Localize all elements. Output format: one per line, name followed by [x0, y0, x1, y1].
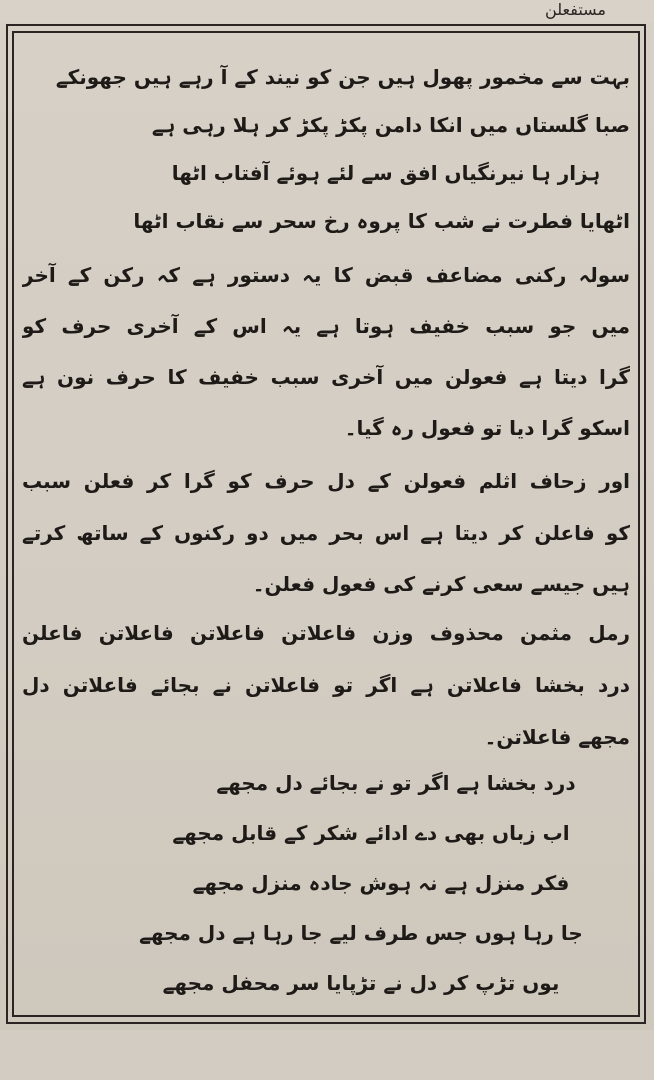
- verse-line: اب زباں بھی دے ادائے شکر کے قابل مجھے: [172, 821, 570, 845]
- verse-line: یوں تڑپ کر دل نے تڑپایا سر محفل مجھے: [162, 971, 560, 995]
- verse-line: صبا گلستاں میں انکا دامن پکڑ پکڑ کر ہلا رہی ہے: [151, 113, 630, 137]
- running-head: مستفعلن: [545, 0, 606, 19]
- paragraph-line: سولہ رکنی مضاعف قبض کا یہ دستور ہے کہ رکن کے آخر: [22, 263, 630, 287]
- paragraph-line: میں جو سبب خفیف ہوتا ہے یہ اس کے آخری حرف کو: [22, 314, 630, 338]
- paragraph-line: گرا دیتا ہے فعولن میں آخری سبب خفیف کا حرف نون ہے: [22, 365, 630, 389]
- paragraph-line: درد بخشا فاعلاتن ہے اگر تو فاعلاتن نے بجائے فاعلاتن دل: [22, 673, 630, 697]
- verse-line: درد بخشا ہے اگر تو نے بجائے دل مجھے: [216, 771, 576, 795]
- paragraph-line: رمل مثمن محذوف وزن فاعلاتن فاعلاتن فاعلاتن فاعلن: [22, 621, 630, 645]
- verse-line: ہزار ہا نیرنگیاں افق سے لئے ہوئے آفتاب اٹھا: [171, 161, 601, 185]
- paragraph-line: اسکو گرا دیا تو فعول رہ گیا۔: [344, 416, 630, 440]
- paragraph-line: اور زحاف اثلم فعولن کے دل حرف کو گرا کر فعلن سبب: [22, 469, 630, 493]
- paragraph-line: مجھے فاعلاتن۔: [484, 725, 630, 749]
- verse-line: جا رہا ہوں جس طرف لیے جا رہا ہے دل مجھے: [139, 921, 583, 945]
- verse-line: بہت سے مخمور پھول ہیں جن کو نیند کے آ رہے ہیں جھونکے: [55, 65, 630, 89]
- page-content: [22, 48, 630, 1013]
- page-bottom-margin: [0, 1030, 654, 1080]
- verse-line: فکر منزل ہے نہ ہوش جادہ منزل مجھے: [192, 871, 570, 895]
- page-header: [0, 0, 654, 22]
- paragraph-line: ہیں جیسے سعی کرنے کی فعول فعلن۔: [252, 572, 630, 596]
- verse-line: اٹھایا فطرت نے شب کا پروہ رخ سحر سے نقاب اٹھا: [133, 209, 630, 233]
- paragraph-line: کو فاعلن کر دیتا ہے اس بحر میں دو رکنوں کے ساتھ کرتے: [22, 521, 630, 545]
